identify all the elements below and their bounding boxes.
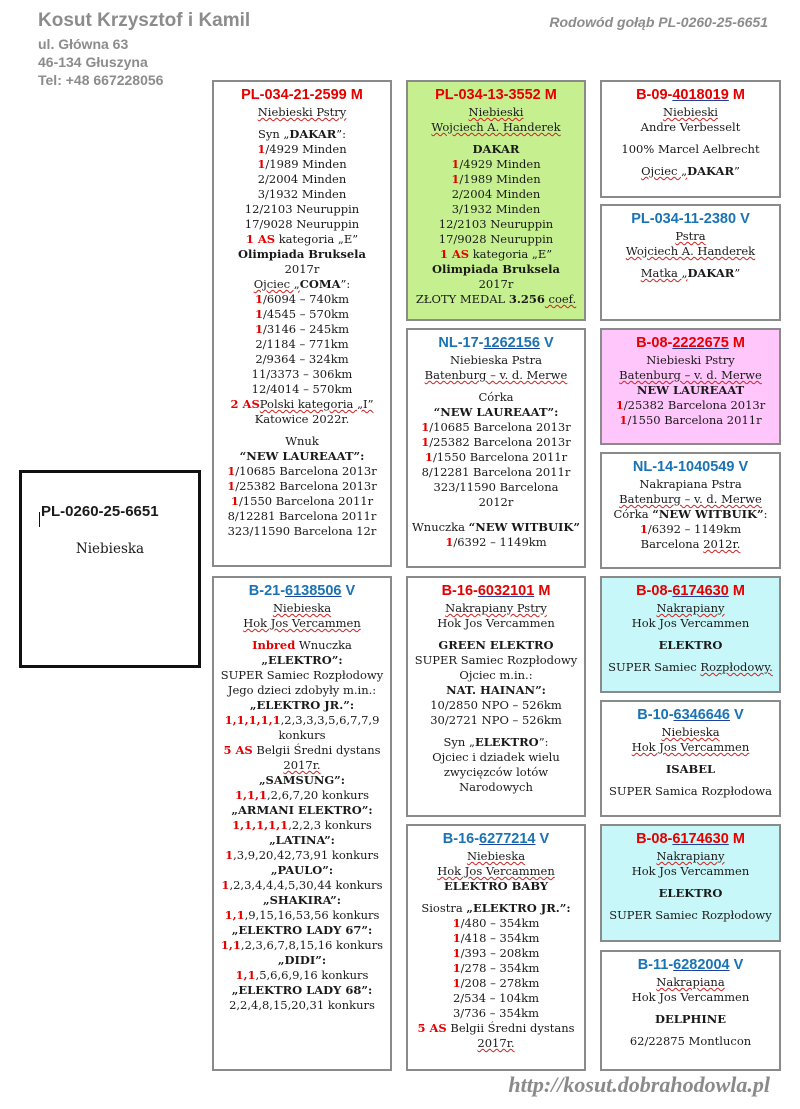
fmf-breeder: Batenburg – v. d. Merwe [619, 368, 762, 382]
result-line: 3/1932 Minden [257, 187, 347, 201]
father-coma: Ojciec „COMA”: [253, 277, 351, 291]
mmm-color: Nakrapiana [656, 975, 725, 989]
result-line: 1/1989 Minden [257, 157, 347, 171]
mother-super: SUPER Samiec Rozpłodowy [220, 668, 384, 682]
text-line: zwycięzców lotów [443, 765, 549, 779]
child-name: „SHAKIRA”: [262, 893, 342, 907]
mfm-color: Niebieska [661, 725, 720, 739]
result-line: 2/534 – 104km [452, 991, 540, 1005]
mff-breeder: Hok Jos Vercammen [631, 616, 750, 630]
result-line: 1/418 – 354km [452, 931, 540, 945]
child-name: „PAULO”: [270, 863, 334, 877]
mf-son: Syn „ELEKTRO”: [443, 735, 549, 749]
breeder-city: 46-134 Głuszyna [38, 54, 148, 70]
breeder-phone: Tel: +48 667228056 [38, 72, 164, 88]
child-name: „ELEKTRO LADY 68”: [231, 983, 373, 997]
fff-breeder: Andre Verbesselt [640, 120, 741, 134]
result-line: 1/25382 Barcelona 2013r [421, 435, 571, 449]
fmm-result: 1/6392 – 1149km [639, 522, 742, 536]
father-results-1 [217, 142, 387, 232]
father-as-2-place: Katowice 2022r. [254, 412, 350, 426]
ff-color: Niebieski [468, 105, 524, 119]
mf-hainan: NAT. HAINAN”: [446, 683, 546, 697]
result-line: 1/3146 – 245km [254, 322, 350, 336]
mf-color: Nakrapiany Pstry [445, 601, 547, 615]
father-results-3 [217, 464, 387, 539]
mmf-ring-number: B-08-6174630 M [636, 831, 745, 847]
child-results: 1,2,3,4,4,4,5,30,44 konkurs [221, 878, 383, 892]
mf-breeder: Hok Jos Vercammen [437, 616, 555, 630]
fm-laureaat: “NEW LAUREAAT”: [433, 405, 559, 419]
ff-breeder: Wojciech A. Handerek [431, 120, 561, 134]
mm-ring-number: B-16-6277214 V [442, 831, 550, 847]
ffm-color: Pstra [675, 229, 706, 243]
result-line: 1/10685 Barcelona 2013r [421, 420, 571, 434]
mf-box [406, 576, 586, 817]
ff-medal: ZŁOTY MEDAL 3.256 coef. [415, 292, 577, 306]
fmm-ring-number: NL-14-1040549 V [632, 459, 749, 475]
child-results: 1,1,2,3,6,7,8,15,16 konkurs [220, 938, 384, 952]
subject-ring-number: PL-0260-25-6651 [41, 503, 159, 520]
result-line: 2/2004 Minden [257, 172, 347, 186]
ff-ring-number: PL-034-13-3552 M [435, 87, 557, 103]
fmf-ring-number: B-08-2222675 M [636, 335, 745, 351]
mmm-name: DELPHINE [655, 1012, 726, 1026]
fmm-result-2: Barcelona 2012r. [640, 537, 741, 551]
fmf-name: NEW LAUREAAT [636, 383, 745, 397]
mfm-ring-number: B-10-6346646 V [637, 707, 744, 723]
mfm-breeder: Hok Jos Vercammen [631, 740, 750, 754]
fff-relation: Ojciec „DAKAR” [641, 164, 740, 178]
fmm-breeder: Batenburg – v. d. Merwe [619, 492, 762, 506]
fff-color: Niebieski [663, 105, 718, 119]
child-results: 5 AS Belgii Średni dystans [223, 743, 381, 757]
subject-color: Niebieska [75, 541, 145, 557]
child-results: 1,1,1,1,1,2,3,3,3,5,6,7,7,9 [224, 713, 380, 727]
fmm-box [600, 452, 781, 569]
mfm-super: SUPER Samica Rozpłodowa [609, 784, 772, 798]
father-color: Niebieski Pstry [257, 105, 347, 119]
result-line: 12/2103 Neuruppin [244, 202, 360, 216]
child-extra: konkurs [278, 728, 326, 742]
mm-name: ELEKTRO BABY [443, 879, 549, 893]
mm-sister: Siostra „ELEKTRO JR.”: [421, 901, 571, 915]
mmm-box [600, 950, 781, 1071]
ffm-breeder: Wojciech A. Handerek [625, 244, 756, 258]
child-name: „DIDI”: [277, 953, 327, 967]
child-name: „ARMANI ELEKTRO”: [231, 803, 373, 817]
fm-results [411, 420, 581, 510]
child-name: „ELEKTRO JR.”: [249, 698, 355, 712]
fm-color: Niebieska Pstra [449, 353, 543, 367]
mfm-box [600, 700, 781, 817]
child-results: 1,1,1,1,1,2,2,3 konkurs [232, 818, 372, 832]
mother-elektro: „ELEKTRO”: [261, 653, 343, 667]
mmf-name: ELEKTRO [658, 886, 723, 900]
mm-box [406, 824, 586, 1071]
mmm-breeder: Hok Jos Vercammen [631, 990, 750, 1004]
father-results-2 [217, 292, 387, 397]
fm-witbuik-result: 1/6392 – 1149km [445, 535, 547, 549]
text-line: Ojciec i dziadek wielu [432, 750, 560, 764]
child-results: 2,2,4,8,15,20,31 konkurs [229, 998, 375, 1012]
ffm-relation: Matka „DAKAR” [640, 266, 741, 280]
father-as-2: 2 ASPolski kategoria „I” [230, 397, 374, 411]
fmf-color: Niebieski Pstry [646, 353, 735, 367]
result-line: 1/4545 – 570km [254, 307, 350, 321]
website-link[interactable]: http://kosut.dobrahodowla.pl [508, 1072, 770, 1097]
ffm-ring-number: PL-034-11-2380 V [631, 211, 750, 227]
result-line: 1/480 – 354km [452, 916, 540, 930]
text-line: Narodowych [459, 780, 533, 794]
text-line: 10/2850 NPO – 526km [430, 698, 562, 712]
mother-inbred: Inbred Wnuczka [252, 638, 352, 652]
mf-results [411, 698, 581, 728]
fm-breeder: Batenburg – v. d. Merwe [424, 368, 568, 382]
mf-father-of: Ojciec m.in.: [459, 668, 533, 682]
mff-box [600, 576, 781, 693]
child-extra: 2017r. [283, 758, 321, 772]
mff-ring-number: B-08-6174630 M [636, 583, 745, 599]
fff-box [600, 80, 781, 198]
mother-ring-number: B-21-6138506 V [248, 583, 356, 599]
result-line: 1/4929 Minden [257, 142, 347, 156]
mm-breeder: Hok Jos Vercammen [437, 864, 555, 878]
child-results: 1,1,9,15,16,53,56 konkurs [224, 908, 380, 922]
fmm-relation: Córka “NEW WITBUIK”: [613, 507, 768, 521]
mmf-breeder: Hok Jos Vercammen [631, 864, 750, 878]
result-line: 2012r [478, 495, 514, 509]
mmf-super: SUPER Samiec Rozpłodowy [609, 908, 772, 922]
mmm-ring-number: B-11-6282004 V [637, 957, 744, 973]
result-line: 17/9028 Neuruppin [438, 232, 554, 246]
pedigree-title: Rodowód gołąb PL-0260-25-6651 [549, 14, 768, 30]
mother-children-intro: Jego dzieci zdobyły m.in.: [227, 683, 377, 697]
ff-box [406, 80, 586, 321]
father-grandson: Wnuk [285, 434, 319, 448]
result-line: 8/12281 Barcelona 2011r [227, 509, 377, 523]
fm-daughter: Córka [478, 390, 514, 404]
child-results: 1,3,9,20,42,73,91 konkurs [225, 848, 379, 862]
mm-as-year: 2017r. [477, 1036, 515, 1050]
breeder-street: ul. Główna 63 [38, 36, 129, 52]
result-line: 2/9364 – 324km [255, 352, 349, 366]
father-box [212, 80, 392, 567]
ff-olympiad: Olimpiada Bruksela [432, 262, 560, 276]
father-olympiad: Olimpiada Bruksela [238, 247, 366, 261]
mother-children-list [217, 698, 387, 1013]
fff-ring-number: B-09-4018019 M [636, 87, 745, 103]
result-line: 1/208 – 278km [452, 976, 540, 990]
result-line: 1/25382 Barcelona 2013r [615, 398, 766, 412]
fm-ring-number: NL-17-1262156 V [438, 335, 554, 351]
mff-color: Nakrapiany [656, 601, 725, 615]
result-line: 323/11590 Barcelona [433, 480, 559, 494]
result-line: 1/6094 – 740km [254, 292, 350, 306]
fm-box [406, 328, 586, 568]
ff-as: 1 AS kategoria „E” [439, 247, 553, 261]
result-line: 11/3373 – 306km [251, 367, 353, 381]
child-results: 1,1,5,6,6,9,16 konkurs [235, 968, 369, 982]
mmf-box [600, 824, 781, 942]
result-line: 1/1550 Barcelona 2011r [424, 450, 568, 464]
result-line: 1/10685 Barcelona 2013r [227, 464, 377, 478]
fmf-results [605, 398, 776, 428]
father-laureaat: “NEW LAUREAAT”: [239, 449, 365, 463]
result-line: 323/11590 Barcelona 12r [227, 524, 377, 538]
ff-year: 2017r [478, 277, 514, 291]
result-line: 1/393 – 208km [452, 946, 540, 960]
child-name: „ELEKTRO LADY 67”: [231, 923, 373, 937]
result-line: 2/1184 – 771km [255, 337, 349, 351]
child-results: 1,1,1,2,6,7,20 konkurs [235, 788, 369, 802]
mother-box [212, 576, 392, 1071]
father-as-1: 1 AS kategoria „E” [245, 232, 359, 246]
result-line: 1/1550 Barcelona 2011r [230, 494, 374, 508]
mfm-name: ISABEL [665, 762, 716, 776]
mf-name: GREEN ELEKTRO [438, 638, 554, 652]
result-line: 3/736 – 354km [452, 1006, 540, 1020]
mmm-result: 62/22875 Montlucon [629, 1034, 752, 1048]
result-line: 3/1932 Minden [451, 202, 541, 216]
child-name: „SAMSUNG”: [258, 773, 346, 787]
ffm-box [600, 204, 781, 321]
father-son-of: Syn „DAKAR”: [257, 127, 347, 141]
mf-super: SUPER Samiec Rozpłodowy [414, 653, 578, 667]
subject-pigeon-box [19, 470, 201, 668]
fmm-color: Nakrapiana Pstra [639, 477, 742, 491]
mf-description [411, 750, 581, 795]
text-line: 30/2721 NPO – 526km [430, 713, 562, 727]
mm-results [411, 916, 581, 1021]
mf-ring-number: B-16-6032101 M [441, 583, 551, 599]
text-cursor [39, 512, 40, 527]
mother-breeder: Hok Jos Vercammen [243, 616, 361, 630]
result-line: 1/25382 Barcelona 2013r [227, 479, 377, 493]
ff-name: DAKAR [472, 142, 520, 156]
result-line: 2/2004 Minden [451, 187, 541, 201]
result-line: 1/1550 Barcelona 2011r [619, 413, 762, 427]
mff-super: SUPER Samiec Rozpłodowy. [608, 660, 773, 674]
mother-color: Niebieska [272, 601, 332, 615]
result-line: 12/4014 – 570km [251, 382, 353, 396]
father-ring-number: PL-034-21-2599 M [241, 87, 363, 103]
result-line: 1/4929 Minden [451, 157, 541, 171]
mff-name: ELEKTRO [658, 638, 723, 652]
result-line: 8/12281 Barcelona 2011r [421, 465, 571, 479]
fff-note: 100% Marcel Aelbrecht [621, 142, 760, 156]
child-name: „LATINA”: [269, 833, 335, 847]
result-line: 12/2103 Neuruppin [438, 217, 554, 231]
breeder-name: Kosut Krzysztof i Kamil [38, 10, 251, 31]
fm-witbuik: Wnuczka “NEW WITBUIK” [411, 520, 581, 534]
result-line: 17/9028 Neuruppin [244, 217, 360, 231]
mm-as: 5 AS Belgii Średni dystans [417, 1021, 575, 1035]
mm-color: Niebieska [466, 849, 526, 863]
mmf-color: Nakrapiany [656, 849, 725, 863]
ff-results [411, 157, 581, 247]
result-line: 1/278 – 354km [452, 961, 540, 975]
fmf-box [600, 328, 781, 445]
father-year: 2017r [284, 262, 320, 276]
result-line: 1/1989 Minden [451, 172, 541, 186]
